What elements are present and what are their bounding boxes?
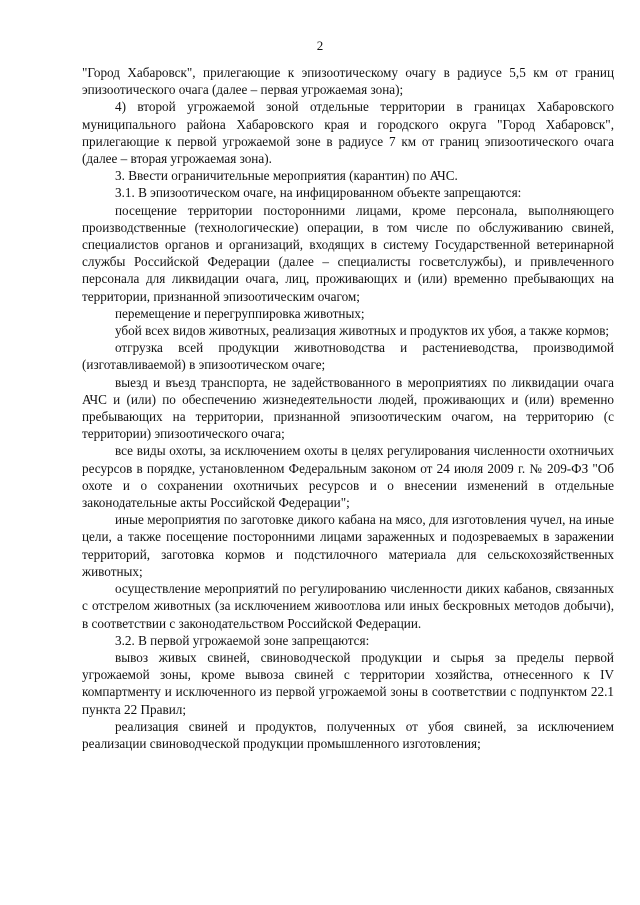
document-body [82, 64, 614, 752]
paragraph: 4) второй угрожаемой зоной отдельные территории в границах Хабаровского муниципального района Хабаровского края и городского округа "Город Хабаровск", прилегающие к первой угрожаемой зоне в радиусе 7 км от границ эпизоотического очага (далее – вторая угрожаемая зона). [82, 99, 614, 167]
paragraph: отгрузка всей продукции животноводства и растениеводства, производимой (изготавливаемой) в эпизоотическом очаге; [82, 340, 614, 373]
paragraph: 3.2. В первой угрожаемой зоне запрещаются: [115, 632, 370, 648]
paragraph: 3.1. В эпизоотическом очаге, на инфицированном объекте запрещаются: [115, 185, 522, 201]
paragraph: иные мероприятия по заготовке дикого кабана на мясо, для изготовления чучел, на иные цели, а также посещение посторонними лицами зараженных и подозреваемых в заражении территорий, заготовка кормов и подстилочного материала для сельскохозяйственных животных; [82, 512, 614, 579]
paragraph: 3. Ввести ограничительные мероприятия (карантин) по АЧС. [115, 168, 458, 184]
paragraph: вывоз живых свиней, свиноводческой продукции и сырья за пределы первой угрожаемой зоны, кроме вывоза свиней с территории хозяйства, отнесенного к IV компартменту и исключенного из первой угрожаемой зоны в соответствии с подпунктом 22.1 пункта 22 Правил; [82, 649, 614, 717]
paragraph: выезд и въезд транспорта, не задействованного в мероприятиях по ликвидации очага АЧС и (или) по обеспечению жизнедеятельности людей, проживающих и (или) временно пребывающих на территории, признанной эпизоотическим очагом, на территорию (с территории) эпизоотического очага; [82, 374, 614, 442]
paragraph: посещение территории посторонними лицами, кроме персонала, выполняющего производственные (технологические) операции, в том числе по обслуживанию свиней, специалистов органов и организаций, входящих в систему Государственной ветеринарной службы Российской Федерации (далее – специалисты госветслужбы), и привлеченного персонала для ликвидации очага, лиц, проживающих и (или) временно пребывающих на территории, признанной эпизоотическим очагом; [82, 202, 614, 304]
paragraph: реализация свиней и продуктов, полученных от убоя свиней, за исключением реализации свиноводческой продукции промышленного изготовления; [82, 718, 614, 751]
paragraph: все виды охоты, за исключением охоты в целях регулирования численности охотничьих ресурсов в порядке, установленном Федеральным законом от 24 июля 2009 г. № 209-ФЗ "Об охоте и о сохранении охотничьих ресурсов и о внесении изменений в отдельные законодательные акты Российской Федерации"; [82, 443, 614, 511]
paragraph: убой всех видов животных, реализация животных и продуктов их убоя, а также кормов; [115, 323, 610, 339]
paragraph: "Город Хабаровск", прилегающие к эпизоотическому очагу в радиусе 5,5 км от границ эпизоотического очага (далее – первая угрожаемая зона); [82, 65, 614, 98]
paragraph: перемещение и перегруппировка животных; [115, 305, 365, 321]
paragraph: осуществление мероприятий по регулированию численности диких кабанов, связанных с отстрелом животных (за исключением живоотлова или иных бескровных методов добычи), в соответствии с законодательством Российской Федерации. [82, 581, 614, 631]
page-number: 2 [316, 38, 324, 53]
